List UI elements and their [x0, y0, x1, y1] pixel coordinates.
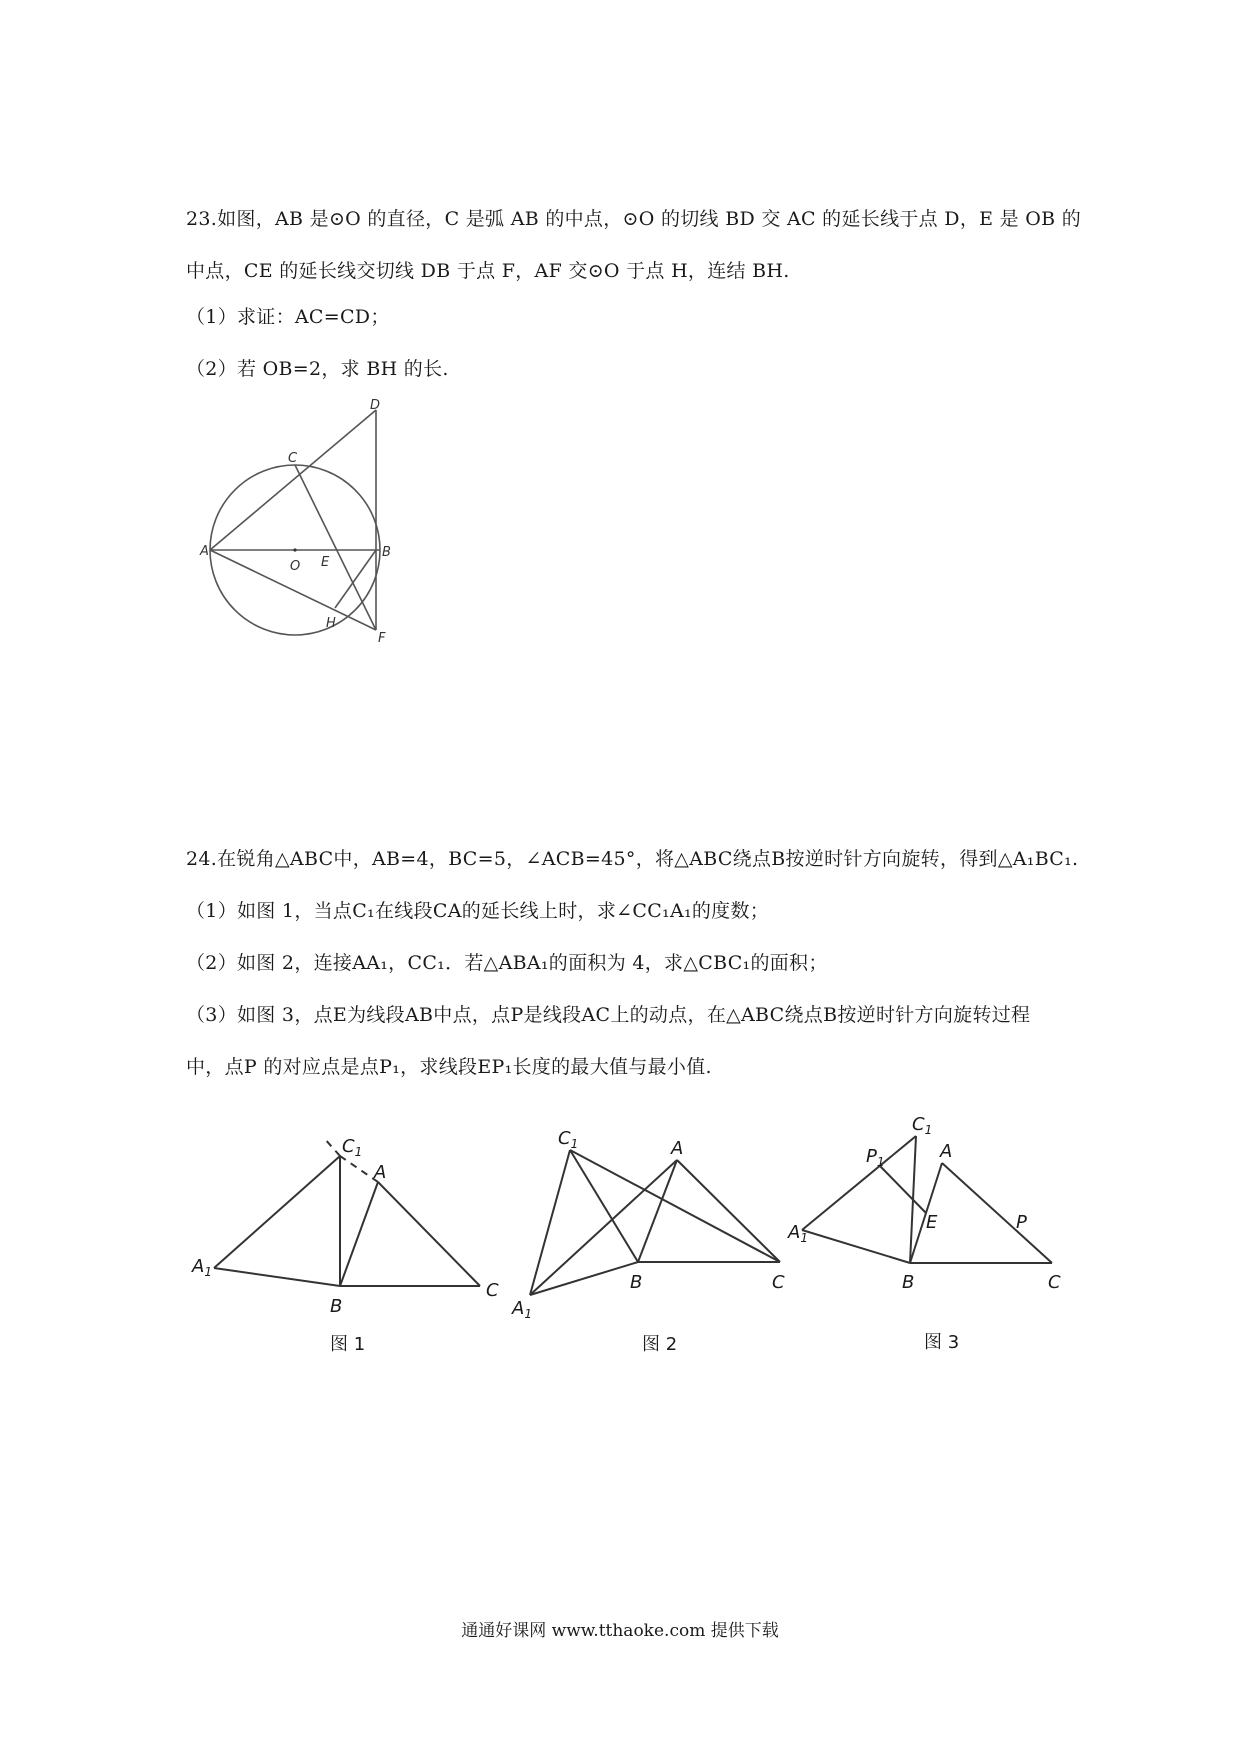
- q24-figure-3: [790, 1110, 1100, 1310]
- label-a1: $A_1$: [788, 1222, 808, 1245]
- segment-ba: [340, 1182, 378, 1286]
- label-o: O: [290, 559, 301, 574]
- segment-c1a1: [530, 1150, 570, 1295]
- label-a1: $A_1$: [512, 1298, 532, 1321]
- segment-cf: [295, 465, 376, 630]
- q24-figure-1: [190, 1120, 510, 1320]
- label-e: E: [321, 555, 330, 570]
- label-b: B: [382, 545, 391, 560]
- label-c: C: [1048, 1272, 1061, 1293]
- label-h: H: [326, 616, 336, 631]
- label-p: P: [1016, 1212, 1027, 1233]
- label-b: B: [330, 1296, 343, 1317]
- q23-stem-line2: 中点，CE 的延长线交切线 DB 于点 F，AF 交⊙O 于点 H，连结 BH.: [186, 260, 790, 282]
- q23-stem-line1: 23.如图，AB 是⊙O 的直径，C 是弧 AB 的中点，⊙O 的切线 BD 交 AC 的延长线于点 D，E 是 OB 的: [186, 208, 1082, 230]
- q24-part1: （1）如图 1，当点C₁在线段CA的延长线上时，求∠CC₁A₁的度数；: [186, 900, 770, 922]
- label-c1: $C_1$: [912, 1114, 933, 1137]
- q24-part3-line2: 中，点P 的对应点是点P₁，求线段EP₁长度的最大值与最小值.: [186, 1056, 712, 1078]
- q23-part2: （2）若 OB=2，求 BH 的长.: [186, 358, 449, 380]
- dashed-c1a: [340, 1156, 378, 1182]
- segment-a1b: [214, 1268, 340, 1286]
- label-f: F: [378, 631, 386, 646]
- segment-p1e: [880, 1166, 926, 1213]
- segment-ac: [378, 1182, 480, 1286]
- segment-a1c1: [214, 1156, 340, 1268]
- label-d: D: [370, 398, 381, 413]
- segment-ac: [942, 1163, 1052, 1263]
- label-a: A: [374, 1162, 387, 1183]
- label-c1: $C_1$: [342, 1136, 363, 1159]
- label-b: B: [630, 1272, 643, 1293]
- label-c: C: [772, 1272, 785, 1293]
- label-c: C: [486, 1280, 499, 1301]
- caption-figure-2: 图 2: [642, 1334, 678, 1355]
- caption-figure-3: 图 3: [924, 1332, 960, 1353]
- label-c1: $C_1$: [558, 1128, 579, 1151]
- q24-figure-2: [510, 1120, 810, 1320]
- footer-source: 通通好课网 www.tthaoke.com 提供下载: [461, 1621, 779, 1641]
- label-a: A: [940, 1141, 953, 1162]
- q24-part3-line1: （3）如图 3，点E为线段AB中点，点P是线段AC上的动点，在△ABC绕点B按逆时针方向旋转过程: [186, 1004, 1031, 1026]
- segment-ad: [210, 410, 376, 550]
- center-o-dot: [293, 548, 296, 551]
- segment-a1a: [530, 1160, 677, 1295]
- segment-a1c1: [802, 1136, 916, 1230]
- caption-figure-1: 图 1: [330, 1334, 366, 1355]
- label-e: E: [926, 1212, 938, 1233]
- segment-a1b: [530, 1262, 638, 1295]
- segment-a1b: [802, 1230, 910, 1263]
- q24-part2: （2）如图 2，连接AA₁，CC₁．若△ABA₁的面积为 4，求△CBC₁的面积；: [186, 952, 828, 974]
- label-a: A: [671, 1138, 684, 1159]
- q24-stem: 24.在锐角△ABC中，AB=4，BC=5，∠ACB=45°，将△ABC绕点B按逆时针方向旋转，得到△A₁BC₁.: [186, 848, 1079, 870]
- q23-figure: [180, 395, 400, 645]
- q23-part1: （1）求证：AC=CD；: [186, 306, 390, 328]
- label-b: B: [902, 1272, 915, 1293]
- label-c: C: [288, 451, 298, 466]
- label-a: A: [200, 544, 209, 559]
- segment-ba: [638, 1160, 677, 1262]
- dashed-extension: [324, 1138, 340, 1156]
- label-a1: $A_1$: [192, 1256, 212, 1279]
- label-p1: $P_1$: [866, 1146, 885, 1169]
- segment-ac: [677, 1160, 780, 1262]
